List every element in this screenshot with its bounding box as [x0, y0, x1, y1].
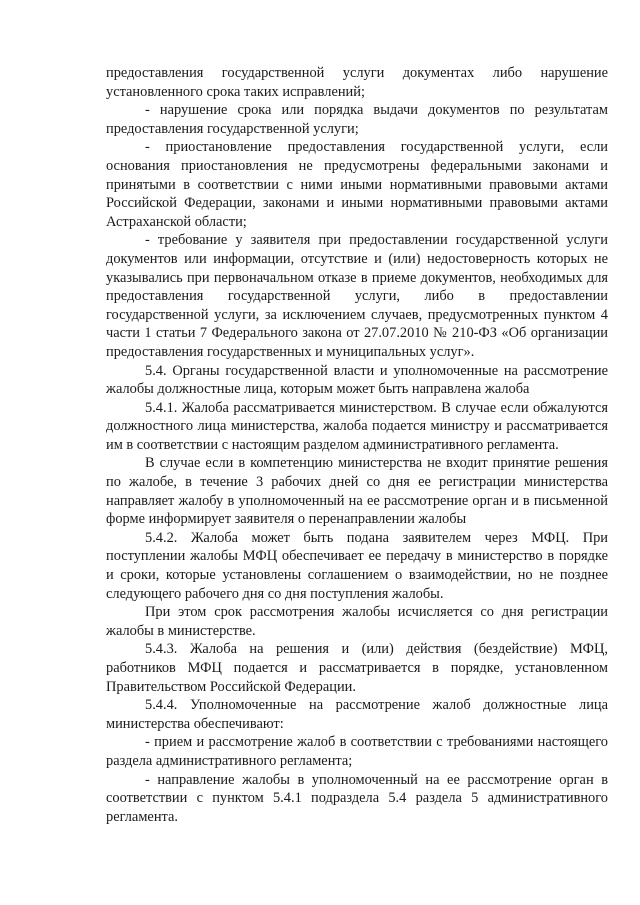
paragraph-document-requirement: - требование у заявителя при предоставлении государственной услуги документов или информации, отсутствие и (или) недостоверность которых не указывались при первоначальном отказе в приеме документов, необходимых для предоставления государственной услуги, либо в предоставлении государственной услуги, за исключением случаев, предусмотренных пунктом 4 части 1 статьи 7 Федерального закона от 27.07.2010 № 210-ФЗ «Об организации предоставления государственных и муниципальных услуг».: [106, 232, 608, 360]
paragraph-acceptance: - прием и рассмотрение жалоб в соответствии с требованиями настоящего раздела административного регламента;: [106, 734, 608, 769]
paragraph-violation-deadline: - нарушение срока или порядка выдачи документов по результатам предоставления государственной услуги;: [106, 102, 608, 137]
paragraph-suspension: - приостановление предоставления государственной услуги, если основания приостановления не предусмотрены федеральными законами и принятыми в соответствии с ними иными нормативными правовыми актами Российской Федерации, законами и иными нормативными правовыми актами Астраханской области;: [106, 139, 608, 230]
paragraph-forwarding: - направление жалобы в уполномоченный на ее рассмотрение орган в соответствии с пунктом 5.4.1 подраздела 5.4 раздела 5 административного регламента.: [106, 771, 608, 825]
paragraph-section-5-4-1: 5.4.1. Жалоба рассматривается министерством. В случае если обжалуются должностного лица министерства, жалоба подается министру и рассматривается им в соответствии с настоящим разделом административного регламента.: [106, 399, 608, 453]
paragraph-section-5-4: 5.4. Органы государственной власти и уполномоченные на рассмотрение жалобы должностные лица, которым может быть направлена жалоба: [106, 362, 608, 398]
document-page: [106, 64, 608, 826]
paragraph-section-5-4-3: 5.4.3. Жалоба на решения и (или) действия (бездействие) МФЦ, работников МФЦ подается и рассматривается в порядке, установленном Правительством Российской Федерации.: [106, 641, 608, 695]
paragraph-section-5-4-2: 5.4.2. Жалоба может быть подана заявителем через МФЦ. При поступлении жалобы МФЦ обеспечивает ее передачу в министерство в порядке и сроки, которые установлены соглашением о взаимодействии, но не позднее следующего рабочего дня со дня поступления жалобы.: [106, 529, 608, 602]
paragraph-continuation: предоставления государственной услуги документах либо нарушение установленного срока таких исправлений;: [106, 65, 608, 100]
paragraph-term-calculation: При этом срок рассмотрения жалобы исчисляется со дня регистрации жалобы в министерстве.: [106, 604, 608, 639]
paragraph-redirect: В случае если в компетенцию министерства не входит принятие решения по жалобе, в течение 3 рабочих дней со дня ее регистрации министерства направляет жалобу в уполномоченный на ее рассмотрение орган и в письменной форме информирует заявителя о перенаправлении жалобы: [106, 455, 608, 528]
paragraph-section-5-4-4: 5.4.4. Уполномоченные на рассмотрение жалоб должностные лица министерства обеспечивают:: [106, 697, 608, 732]
